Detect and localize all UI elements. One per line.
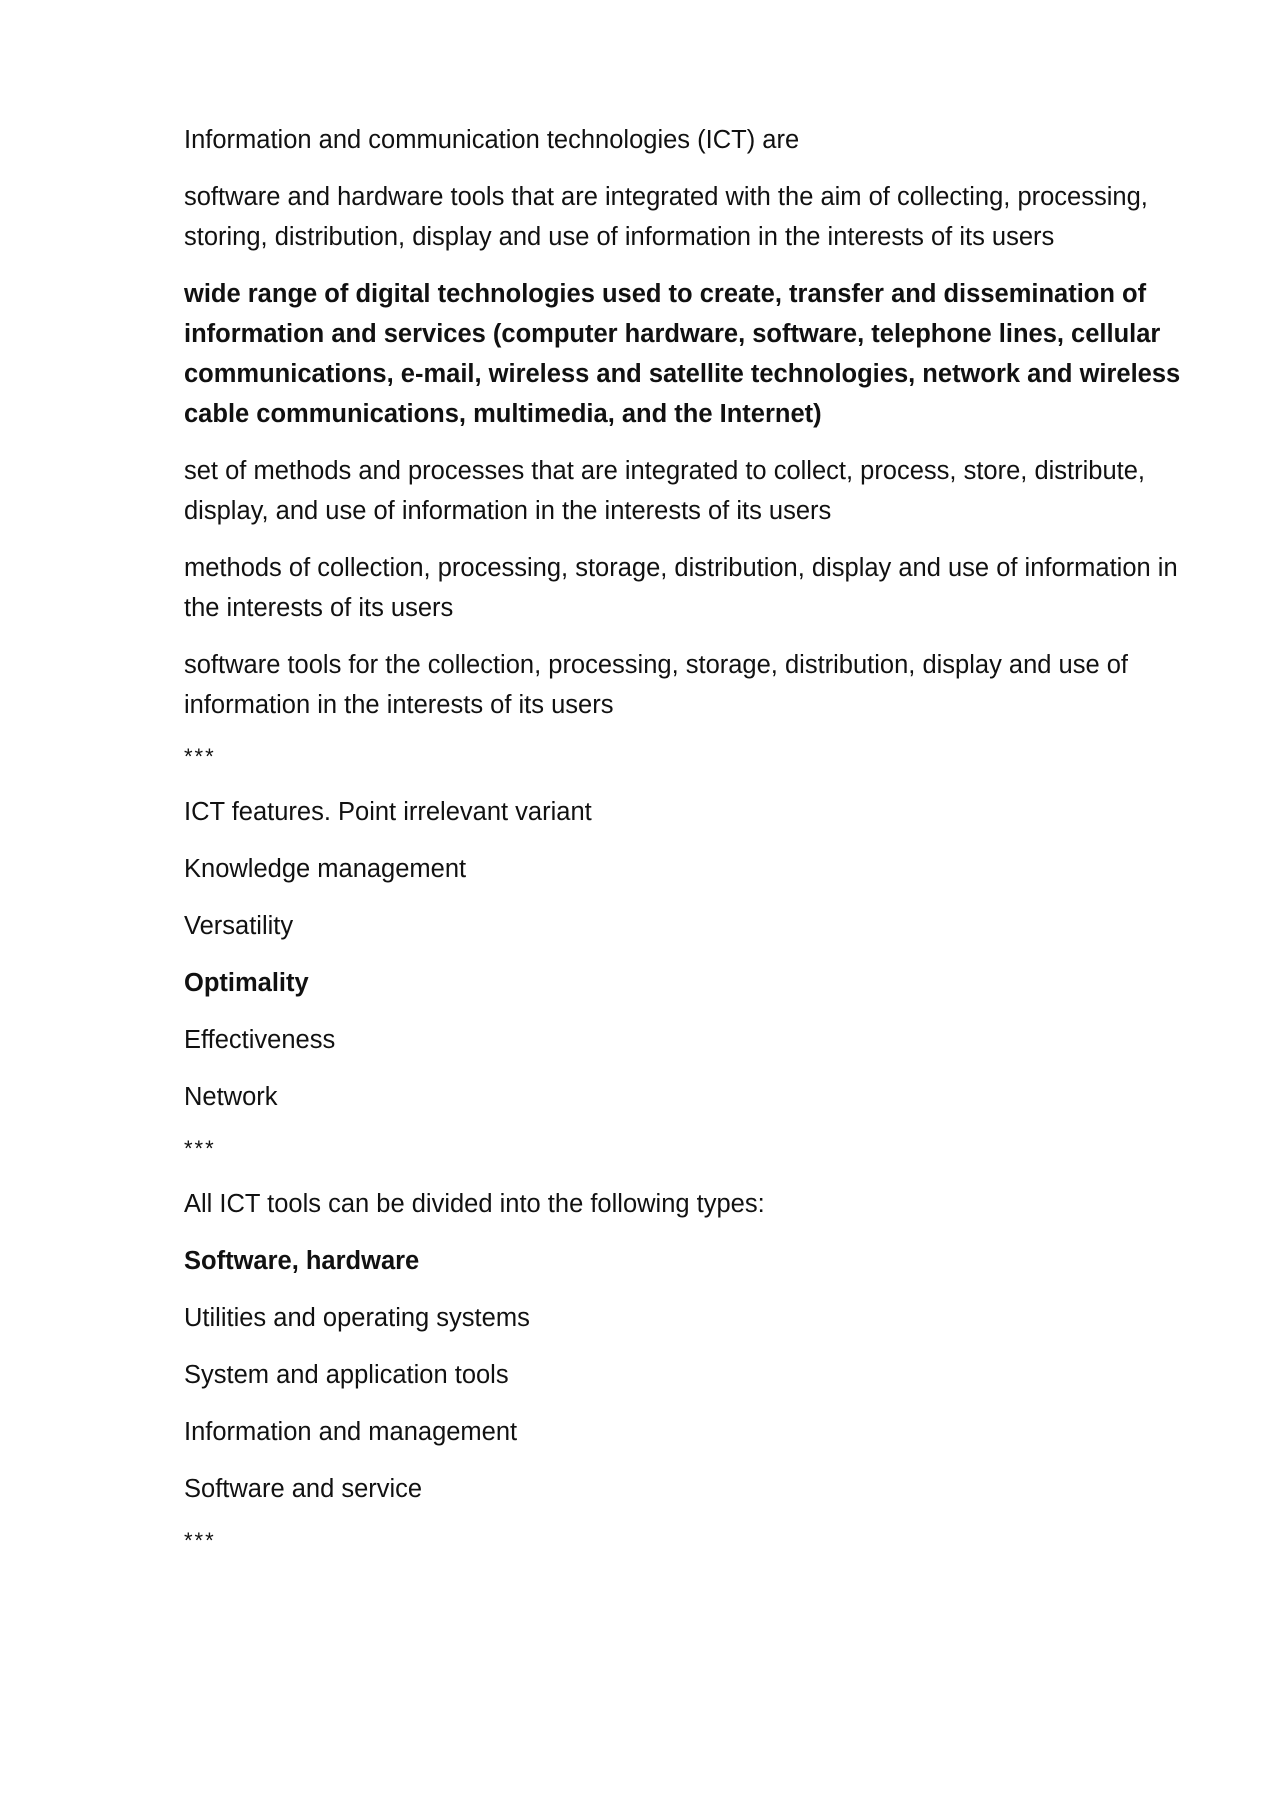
q2-option-1: Knowledge management — [184, 855, 467, 883]
q1-option-4: methods of collection, processing, storage, distribution, display and use of information in the interests of its users — [184, 554, 1178, 622]
q1-option-5: software tools for the collection, processing, storage, distribution, display and use of information in the interests of its users — [184, 651, 1129, 719]
q3-option-4: Information and management — [184, 1418, 518, 1446]
q3-option-3: System and application tools — [184, 1361, 509, 1389]
question-3: All ICT tools can be divided into the following types: — [184, 1190, 765, 1218]
q2-option-3-correct: Optimality — [184, 969, 309, 997]
q2-option-4: Effectiveness — [184, 1026, 336, 1054]
question-1: Information and communication technologies (ICT) are — [184, 126, 800, 154]
q1-option-3: set of methods and processes that are integrated to collect, process, store, distribute, display, and use of information in the interests of its users — [184, 457, 1146, 525]
document-page — [184, 120, 1184, 1576]
q1-option-1: software and hardware tools that are integrated with the aim of collecting, processing, storing, distribution, display and use of information in the interests of its users — [184, 183, 1148, 251]
q3-option-5: Software and service — [184, 1475, 423, 1503]
q3-option-1-correct: Software, hardware — [184, 1247, 420, 1275]
separator-1: *** — [184, 744, 216, 769]
q2-option-2: Versatility — [184, 912, 294, 940]
q1-option-2-correct: wide range of digital technologies used to create, transfer and dissemination of information and services (computer hardware, software, telephone lines, cellular communications, e-mail, wireless and satellite technologies, network and wireless cable communications, multimedia, and the Internet) — [184, 280, 1181, 428]
q3-option-2: Utilities and operating systems — [184, 1304, 530, 1332]
question-2: ICT features. Point irrelevant variant — [184, 798, 592, 826]
q2-option-5: Network — [184, 1083, 278, 1111]
separator-2: *** — [184, 1136, 216, 1161]
separator-3: *** — [184, 1528, 216, 1553]
